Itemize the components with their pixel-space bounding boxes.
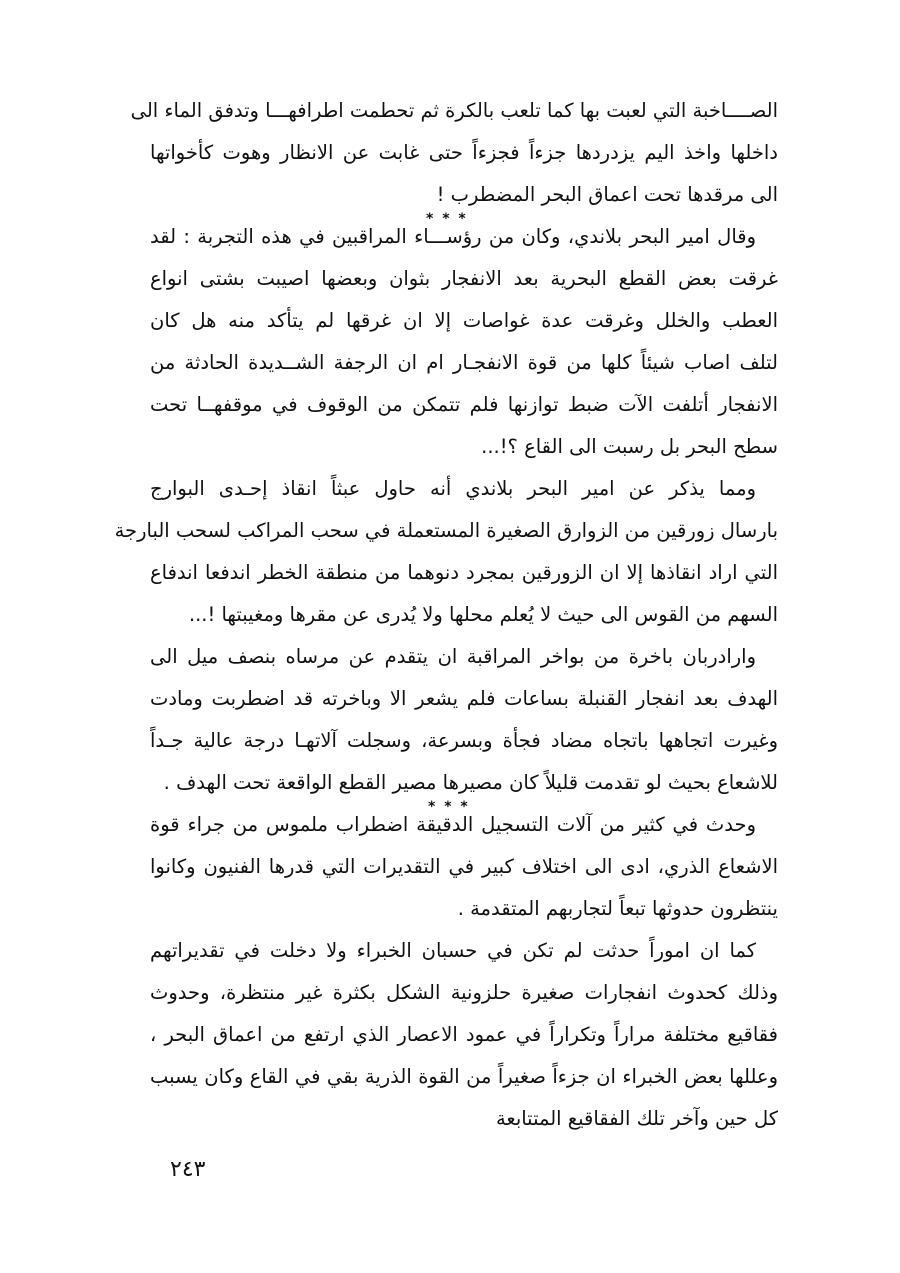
- text-line: ينتظرون حدوثها تبعاً لتجاربهم المتقدمة .: [457, 897, 778, 920]
- page-number: ٢٤٣: [170, 1157, 206, 1182]
- text-line: لتلف اصاب شيئاً كلها من قوة الانفجـار ام ان الرجفة الشــديدة الحادثة من: [150, 351, 778, 374]
- text-line: سطح البحر بل رسبت الى القاع ؟!...: [481, 435, 778, 458]
- text-line: وارادربان باخرة من بواخر المراقبة ان يتقدم عن مرساه بنصف ميل الى: [150, 645, 756, 668]
- text-line: الصــــاخبة التي لعبت بها كما تلعب بالكرة ثم تحطمت اطرافهـــا وتدفق الماء الى: [130, 99, 778, 122]
- text-line: وحدث في كثير من آلات التسجيل الدقيقة اضطراب ملموس من جراء قوة: [150, 813, 756, 836]
- text-line: ومما يذكر عن امير البحر بلاندي أنه حاول عبثاً انقاذ إحـدى البوارج: [150, 477, 756, 500]
- text-line: وذلك كحدوث انفجارات صغيرة حلزونية الشكل بكثرة غير منتظرة، وحدوث: [150, 981, 778, 1004]
- text-line: وغيرت اتجاهها باتجاه مضاد فجأة وبسرعة، وسجلت آلاتهـا درجة عالية جـداً: [150, 729, 778, 752]
- text-line: الى مرقدها تحت اعماق البحر المضطرب !: [436, 183, 778, 206]
- text-line: التي اراد انقاذها إلا ان الزورقين بمجرد دنوهما من منطقة الخطر اندفعا اندفاع: [150, 561, 778, 584]
- text-line: السهم من القوس الى حيث لا يُعلم محلها ولا يُدرى عن مقرها ومغيبتها !...: [188, 603, 778, 626]
- text-line: غرقت بعض القطع البحرية بعد الانفجار بثوان وبعضها اصيبت بشتى انواع: [150, 267, 778, 290]
- text-line: العطب والخلل وغرقت عدة غواصات إلا ان غرقها لم يتأكد منه هل كان: [150, 309, 778, 332]
- text-line: داخلها واخذ اليم يزدردها جزءاً فجزءاً حتى غابت عن الانظار وهوت كأخواتها: [150, 141, 778, 164]
- text-line: وعللها بعض الخبراء ان جزءاً صغيراً من القوة الذرية بقي في القاع وكان يسبب: [150, 1065, 778, 1088]
- section-separator: * * *: [428, 799, 470, 815]
- text-line: للاشعاع بحيث لو تقدمت قليلاً كان مصيرها مصير القطع الواقعة تحت الهدف .: [163, 771, 778, 794]
- text-line: كل حين وآخر تلك الفقاقيع المتتابعة: [495, 1107, 778, 1130]
- section-separator: * * *: [426, 211, 468, 227]
- text-line: كما ان اموراً حدثت لم تكن في حسبان الخبراء ولا دخلت في تقديراتهم: [150, 939, 756, 962]
- main-text: [114, 90, 778, 1140]
- text-line: الاشعاع الذري، ادى الى اختلاف كبير في التقديرات التي قدرها الفنيون وكانوا: [150, 855, 778, 878]
- text-line: بارسال زورقين من الزوارق الصغيرة المستعملة في سحب المراكب لسحب البارجة: [114, 519, 778, 542]
- text-line: الانفجار أتلفت الآت ضبط توازنها فلم تتمكن من الوقوف في موقفهــا تحت: [150, 393, 778, 416]
- text-line: فقاقيع مختلفة مراراً وتكراراً في عمود الاعصار الذي ارتفع من اعماق البحر ،: [150, 1023, 778, 1046]
- text-line: وقال امير البحر بلاندي، وكان من رؤســـاء المراقبين في هذه التجربة : لقد: [150, 225, 756, 248]
- text-line: الهدف بعد انفجار القنبلة بساعات فلم يشعر الا وباخرته قد اضطربت ومادت: [150, 687, 778, 710]
